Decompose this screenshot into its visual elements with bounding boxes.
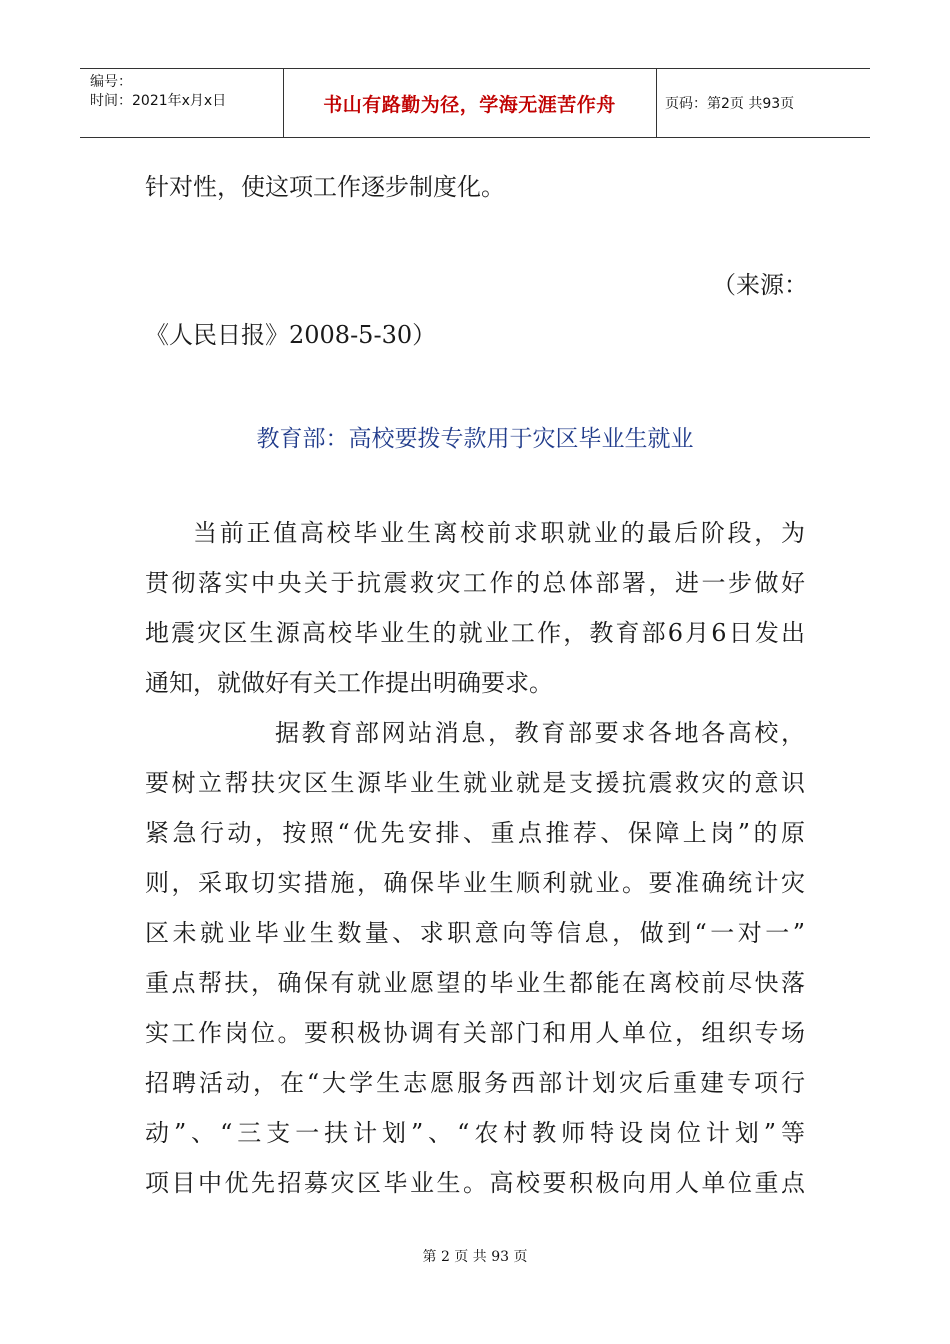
paragraph-line: 紧急行动，按照“优先安排、重点推荐、保障上岗”的原 <box>145 819 805 847</box>
paragraph-line: 实工作岗位。要积极协调有关部门和用人单位，组织专场 <box>145 1019 805 1047</box>
paragraph-line: 重点帮扶，确保有就业愿望的毕业生都能在离校前尽快落 <box>145 969 805 997</box>
body-line-continuation: 针对性，使这项工作逐步制度化。 <box>145 173 505 201</box>
paragraph-line: 则，采取切实措施，确保毕业生顺利就业。要准确统计灾 <box>145 869 805 897</box>
page-footer: 第 2 页 共 93 页 <box>422 1249 528 1265</box>
document-time-label: 时间：2021年x月x日 <box>90 93 227 109</box>
source-citation: 《人民日报》2008-5-30） <box>145 321 437 349</box>
document-number-label: 编号： <box>90 74 132 90</box>
paragraph-line: 区未就业毕业生数量、求职意向等信息，做到“一对一” <box>145 919 805 947</box>
paragraph-line: 招聘活动，在“大学生志愿服务西部计划灾后重建专项行 <box>145 1069 805 1097</box>
paragraph-line: 据教育部网站消息，教育部要求各地各高校， <box>275 719 805 747</box>
document-header <box>80 68 870 138</box>
paragraph-line: 贯彻落实中央关于抗震救灾工作的总体部署，进一步做好 <box>145 569 805 597</box>
header-meta <box>90 73 226 111</box>
paragraph-line: 项目中优先招募灾区毕业生。高校要积极向用人单位重点 <box>145 1169 805 1197</box>
paragraph-line: 要树立帮扶灾区生源毕业生就业就是支援抗震救灾的意识 <box>145 769 805 797</box>
article-title: 教育部：高校要拨专款用于灾区毕业生就业 <box>256 426 694 452</box>
paragraph-line: 通知，就做好有关工作提出明确要求。 <box>145 669 553 697</box>
header-motto: 书山有路勤为径，学海无涯苦作舟 <box>323 93 616 116</box>
paragraph-line: 地震灾区生源高校毕业生的就业工作，教育部6月6日发出 <box>145 619 805 647</box>
header-divider <box>656 69 657 137</box>
header-page-info: 页码：第2页 共93页 <box>665 96 795 112</box>
source-label: （来源： <box>712 271 808 299</box>
paragraph-line: 当前正值高校毕业生离校前求职就业的最后阶段，为 <box>193 519 805 547</box>
paragraph-line: 动”、“三支一扶计划”、“农村教师特设岗位计划”等 <box>145 1119 805 1147</box>
